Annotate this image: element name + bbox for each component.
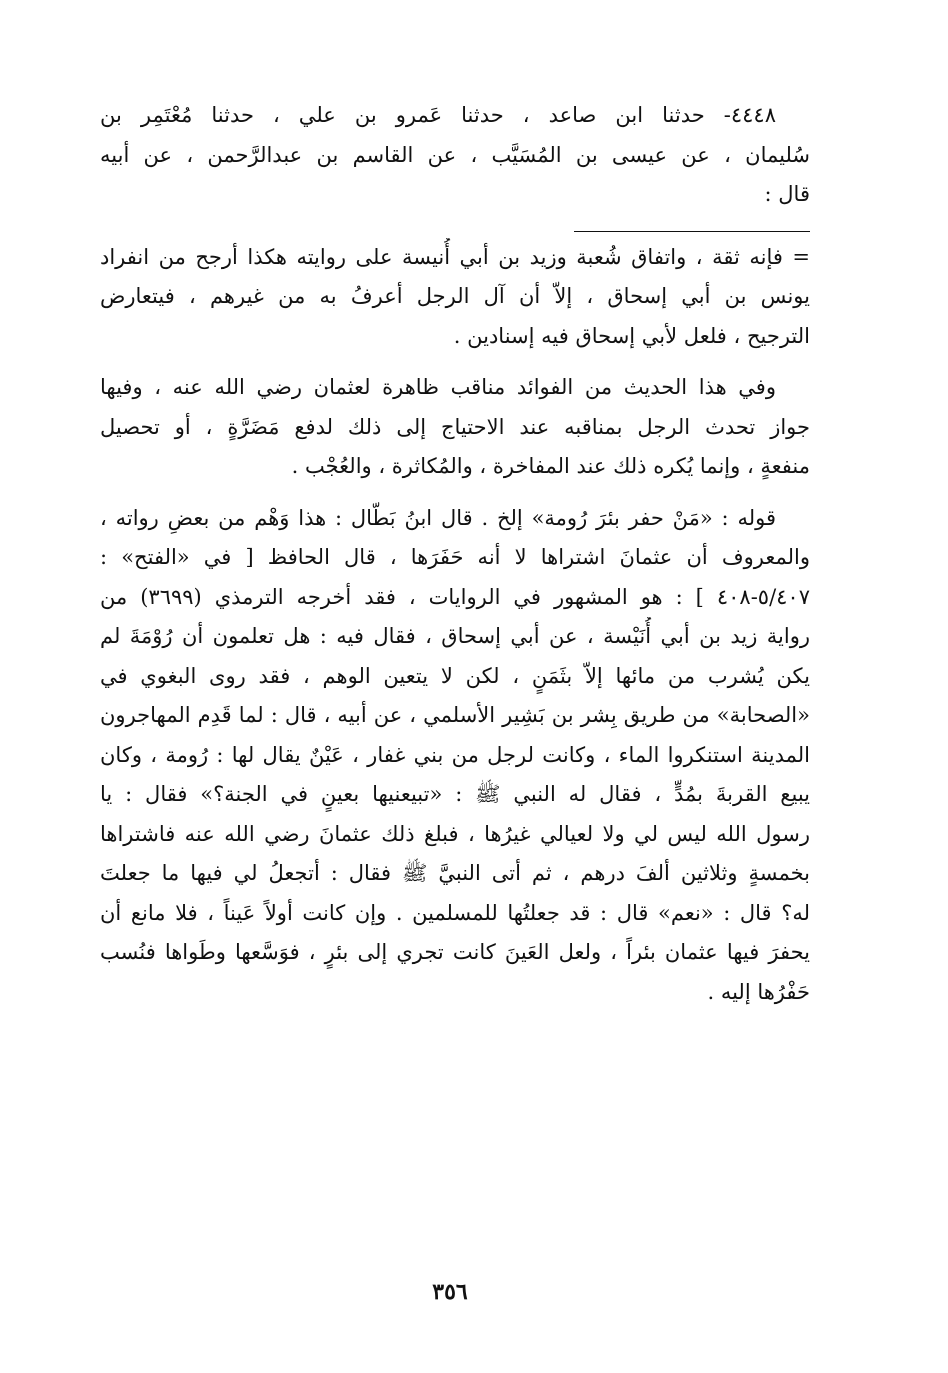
footnote-line: بخمسةٍ وثلاثين ألفَ درهم ، ثم أتى النبيَّ ﷺ فقال : أتجعلُ لي فيها ما جعلتَ (100, 861, 810, 885)
footnote-line: «الصحابة» من طريق بِشر بن بَشِير الأسلمي ، عن أبيه ، قال : لما قَدِم المهاجرون (100, 703, 810, 727)
footnote-line: يحفرَ فيها عثمان بئراً ، ولعل العَينَ كانت تجري إلى بئرٍ ، فوَسَّعها وطَواها فنُسب (100, 940, 810, 964)
footnote-line: يبيع القربةَ بمُدٍّ ، فقال له النبي ﷺ : «تبيعنيها بعينٍ في الجنة؟» فقال : يا (100, 782, 810, 806)
footnote-line: ٥/٤٠٧-٤٠٨ ] : هو المشهور في الروايات ، فقد أخرجه الترمذي (٣٦٩٩) من (100, 584, 810, 609)
hadith-line: سُليمان ، عن عيسى بن المُسَيَّب ، عن القاسم بن عبدالرَّحمن ، عن أبيه (100, 142, 810, 167)
footnote-line: المدينة استنكروا الماء ، وكانت لرجل من بني غفار ، عَيْنٌ يقال لها : رُومة ، وكان (100, 742, 810, 767)
footnote-line: وفي هذا الحديث من الفوائد مناقب ظاهرة لعثمان رضي الله عنه ، وفيها (100, 375, 776, 399)
footnote-line: منفعةٍ ، وإنما يُكره ذلك عند المفاخرة ، والمُكاثرة ، والعُجْب . (291, 454, 810, 478)
footnote-line: حَفْرُها إليه . (707, 979, 810, 1004)
footnote-line: = فإنه ثقة ، واتفاق شُعبة وزيد بن أبي أُنيسة على روايته هكذا أرجح من انفراد (100, 244, 810, 269)
hadith-line: ٤٤٤٨- حدثنا ابن صاعد ، حدثنا عَمرو بن علي ، حدثنا مُعْتَمِر بن (100, 103, 776, 127)
footnote-line: يكن يُشرب من مائها إلاّ بثَمَنٍ ، لكن لا يتعين الوهم ، فقد روى البغوي في (100, 663, 810, 688)
page-content (100, 96, 810, 1012)
footnote-line: رسول الله ليس لي ولا لعيالي غيرُها ، فبلغ ذلك عثمانَ رضي الله عنه فاشتراها (100, 821, 810, 846)
footnote-line: رواية زيد بن أبي أُنَيْسة ، عن أبي إسحاق ، فقال فيه : هل تعلمون أن رُوْمَةَ لم (100, 624, 810, 648)
paragraph-gap (100, 487, 810, 499)
footnote-line: يونس بن أبي إسحاق ، إلاّ أن آل الرجل أعرفُ به من غيرهم ، فيتعارض (100, 284, 810, 308)
hadith-paragraph (100, 96, 810, 215)
footnote-line: له؟ قال : «نعم» قال : قد جعلتُها للمسلمين . وإن كانت أولاً عَيناً ، فلا مانع أن (100, 900, 810, 925)
footnote-line: والمعروف أن عثمانَ اشتراها لا أنه حَفَرَها ، قال الحافظ [ في «الفتح» : (100, 545, 810, 569)
footnote-paragraph-3 (100, 499, 810, 1013)
footnote-paragraph-2 (100, 368, 810, 487)
paragraph-gap (100, 356, 810, 368)
footnote-line: الترجيح ، فلعل لأبي إسحاق فيه إسنادين . (453, 323, 810, 348)
footnote-divider (574, 231, 810, 232)
footnote-paragraph-1 (100, 238, 810, 357)
page-number: ٣٥٦ (432, 1279, 468, 1305)
footnote-line: جواز تحدث الرجل بمناقبه عند الاحتياج إلى ذلك لدفع مَضَرَّةٍ ، أو تحصيل (100, 414, 810, 439)
hadith-line: قال : (764, 182, 810, 206)
footnote-line: قوله : «مَنْ حفر بئرَ رُومة» إلخ . قال ابنُ بَطّال : هذا وَهْم من بعضِ رواته ، (100, 505, 776, 530)
